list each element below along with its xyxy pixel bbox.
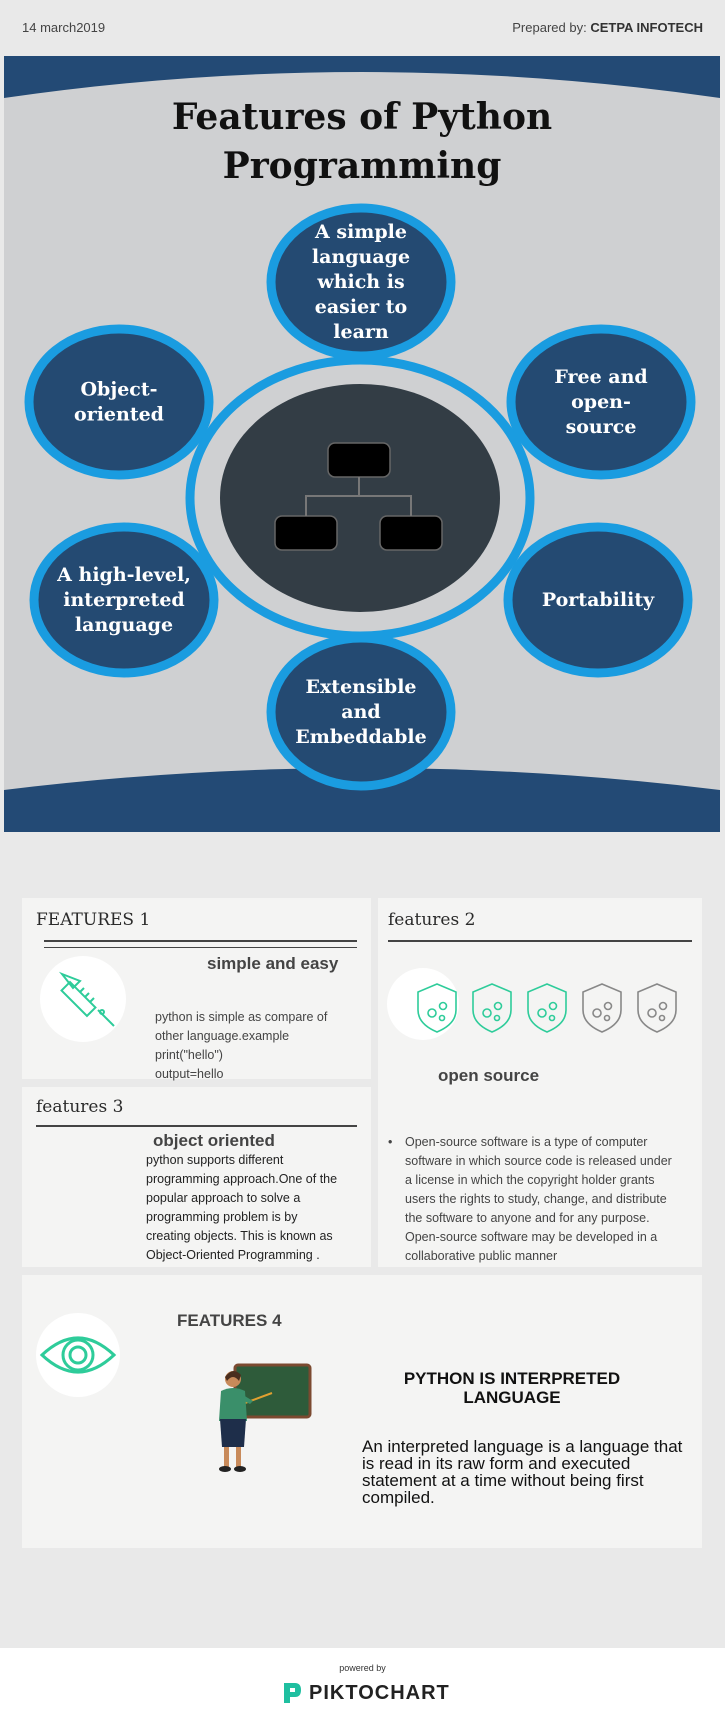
feature-circle-top-right xyxy=(511,329,691,475)
circle-label-line: source xyxy=(565,416,637,438)
text-line: Open-source software may be developed in a xyxy=(405,1230,658,1244)
circle-label-line: oriented xyxy=(74,403,164,426)
circle-label-line: language xyxy=(74,614,174,636)
circle-label-line: Portability xyxy=(541,589,655,611)
text-line: compiled. xyxy=(362,1488,435,1507)
features3-title: features 3 xyxy=(36,1097,124,1117)
syringe-icon-bubble xyxy=(40,956,126,1042)
circle-label-line: A high-level, xyxy=(57,564,191,586)
circle-label-line: open- xyxy=(571,391,631,413)
text-line: Open-source software is a type of computer xyxy=(405,1135,648,1149)
heading-line: PYTHON IS INTERPRETED xyxy=(403,1369,621,1388)
features2-title: features 2 xyxy=(388,910,476,930)
features4-paragraph xyxy=(362,1438,682,1506)
features4-heading xyxy=(362,1369,662,1407)
circle-label-line: Extensible xyxy=(305,676,417,698)
text-line: the software to anyone and for any purpose. xyxy=(405,1211,650,1225)
text-line: output=hello xyxy=(155,1067,224,1081)
divider xyxy=(44,947,357,948)
feature-circle-top-left xyxy=(29,329,209,475)
features1-title: FEATURES 1 xyxy=(36,910,151,930)
piktochart-brand[interactable] xyxy=(281,1681,450,1705)
features1-heading: simple and easy xyxy=(207,954,339,973)
divider xyxy=(44,940,357,942)
text-line: a license in which the copyright holder grants xyxy=(405,1173,655,1187)
text-line: popular approach to solve a xyxy=(146,1191,301,1205)
features3-body xyxy=(146,1151,337,1265)
features2-heading: open source xyxy=(438,1066,540,1085)
features4-card xyxy=(22,1275,702,1548)
text-line: users the rights to study, change, and distribute xyxy=(405,1192,667,1206)
circle-label-line: easier to xyxy=(314,296,408,318)
prepared-by xyxy=(512,20,703,35)
svg-text:Portability xyxy=(542,589,655,611)
circle-label-line: and xyxy=(341,701,381,723)
text-line: programming approach.One of the xyxy=(146,1172,338,1186)
shield-rating xyxy=(416,982,688,1034)
features1-body xyxy=(155,1008,327,1084)
circle-label-line: interpreted xyxy=(63,589,185,611)
hero-infographic xyxy=(4,56,720,832)
text-line: creating objects. This is known as xyxy=(146,1229,333,1243)
date-label: 14 march2019 xyxy=(22,20,106,35)
circle-label-line: Free and xyxy=(554,366,648,388)
eye-icon xyxy=(36,1313,120,1397)
syringe-icon xyxy=(40,956,126,1042)
divider xyxy=(36,1125,357,1127)
feature-circle-top xyxy=(271,208,451,356)
circle-label-line: language xyxy=(311,246,411,268)
text-line: is read in its raw form and executed xyxy=(362,1454,631,1473)
feature-circle-right xyxy=(508,527,688,673)
text-line: other language.example xyxy=(155,1029,290,1043)
piktochart-logo-icon xyxy=(281,1681,303,1705)
features3-heading: object oriented xyxy=(153,1131,275,1150)
text-line: python supports different xyxy=(146,1153,284,1167)
teacher-illustration xyxy=(187,1363,317,1483)
hero-title-line1: Features of Python xyxy=(171,96,553,138)
text-line: python is simple as compare of xyxy=(155,1010,328,1024)
circle-label-line: learn xyxy=(333,321,389,343)
features3-card xyxy=(22,1087,371,1267)
svg-text:A high-level,interpretedlangua xyxy=(56,564,191,636)
prepared-by-name: CETPA INFOTECH xyxy=(590,20,703,35)
divider xyxy=(388,940,692,942)
shield-icon xyxy=(418,984,676,1032)
heading-line: LANGUAGE xyxy=(463,1388,561,1407)
text-line: An interpreted language is a language that xyxy=(362,1437,683,1456)
eye-icon-bubble xyxy=(36,1313,120,1397)
footer xyxy=(0,1648,725,1721)
text-line: print("hello") xyxy=(155,1048,223,1062)
features1-card xyxy=(22,898,371,1079)
powered-by-label: powered by xyxy=(339,1663,386,1673)
feature-circle-left xyxy=(34,527,214,673)
text-line: Object-Oriented Programming . xyxy=(146,1248,320,1262)
circle-label-line: Embeddable xyxy=(295,726,427,748)
brand-name: PIKTOCHART xyxy=(309,1681,450,1704)
prepared-label: Prepared by: xyxy=(512,20,587,35)
circle-label-line: which is xyxy=(317,271,405,293)
hero-title-line2: Programming xyxy=(222,145,502,187)
text-line: statement at a time without being first xyxy=(362,1471,644,1490)
circle-label-line: A simple xyxy=(315,221,407,243)
text-line: software in which source code is released under xyxy=(405,1154,672,1168)
text-line: programming problem is by xyxy=(146,1210,298,1224)
feature-circle-bottom xyxy=(271,638,451,786)
circle-label-line: Object- xyxy=(80,378,158,401)
features4-title: FEATURES 4 xyxy=(177,1311,282,1330)
text-line: collaborative public manner xyxy=(405,1249,558,1263)
features2-card: features 2 open source • Open-source software is a type of computer software in which source code is released under a license in which the copyright holder grants users the rights to study, change, and distribute the software to anyone and for any purpose. Open-source software may be developed in a collaborative public manner xyxy=(378,898,702,1267)
center-circle xyxy=(220,384,500,612)
